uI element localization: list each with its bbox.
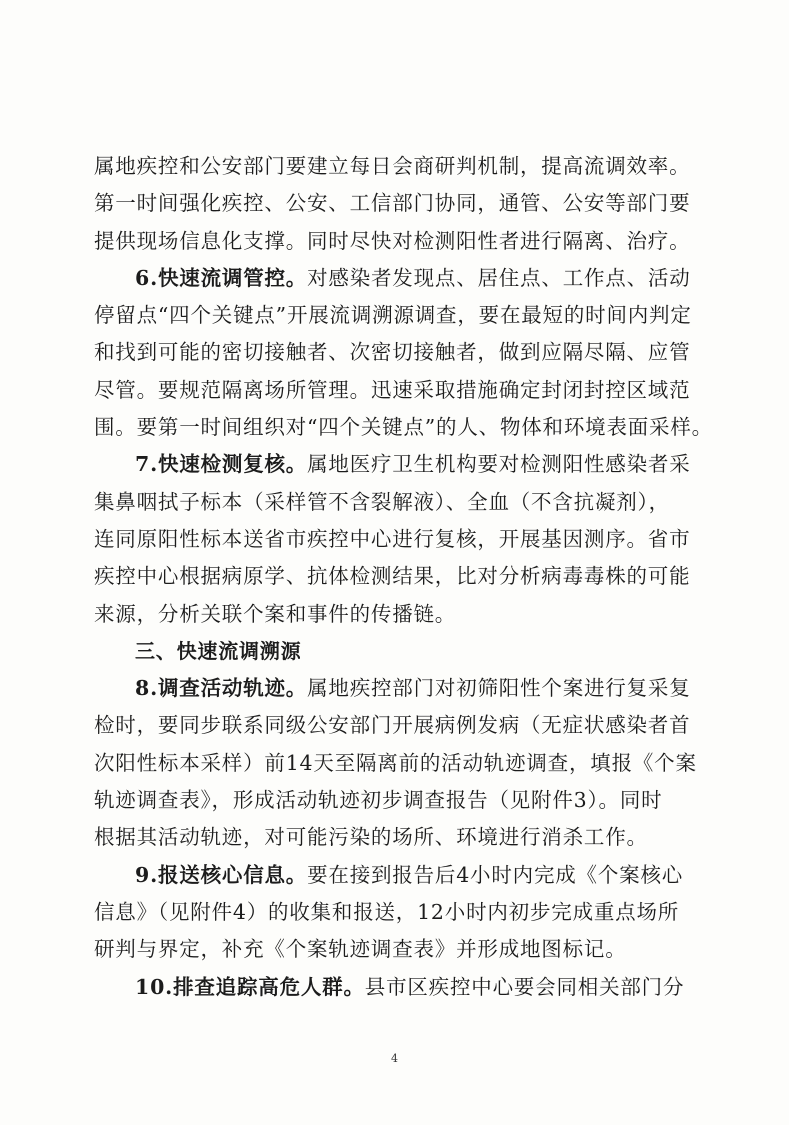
text-line xyxy=(94,596,694,633)
document-body xyxy=(94,148,713,1006)
line-text: 对感染者发现点、居住点、工作点、活动 xyxy=(307,265,691,290)
line-text: 检时，要同步联系同级公安部门开展病例发病（无症状感染者首 xyxy=(94,713,691,738)
line-text: 疾控中心根据病原学、抗体检测结果，比对分析病毒毒株的可能 xyxy=(94,564,691,589)
line-text: 轨迹调查表》，形成活动轨迹初步调查报告（见附件3）。同时 xyxy=(94,788,663,813)
page-number: 4 xyxy=(391,1052,398,1065)
text-line xyxy=(94,782,694,819)
line-text: 提供现场信息化支撑。同时尽快对检测阳性者进行隔离、治疗。 xyxy=(94,228,691,253)
line-text: 要在接到报告后4小时内完成《个案核心 xyxy=(307,862,684,887)
text-line xyxy=(94,223,694,260)
paragraph-lead: 7.快速检测复核。 xyxy=(135,452,308,477)
paragraph-lead: 8.调查活动轨迹。 xyxy=(135,676,308,701)
text-line xyxy=(94,260,694,297)
text-line xyxy=(94,670,694,707)
text-line xyxy=(94,409,713,446)
line-text: 根据其活动轨迹，对可能污染的场所、环境进行消杀工作。 xyxy=(94,825,648,850)
text-line xyxy=(94,372,694,409)
paragraph-lead: 6.快速流调管控。 xyxy=(135,265,308,290)
line-text: 连同原阳性标本送省市疾控中心进行复核，开展基因测序。省市 xyxy=(94,526,691,551)
text-line xyxy=(94,446,694,483)
text-line xyxy=(94,969,694,1006)
text-line xyxy=(94,297,694,334)
line-text: 围。要第一时间组织对“四个关键点”的人、物体和环境表面采样。 xyxy=(94,415,713,440)
text-line xyxy=(94,185,694,222)
line-text: 次阳性标本采样）前14天至隔离前的活动轨迹调查，填报《个案 xyxy=(94,750,697,775)
line-text: 研判与界定，补充《个案轨迹调查表》并形成地图标记。 xyxy=(94,937,627,962)
section-heading xyxy=(94,633,694,670)
line-text: 尽管。要规范隔离场所管理。迅速采取措施确定封闭封控区域范 xyxy=(94,377,691,402)
line-text: 三、快速流调溯源 xyxy=(135,638,302,663)
text-line xyxy=(94,521,694,558)
text-line xyxy=(94,707,694,744)
line-text: 和找到可能的密切接触者、次密切接触者，做到应隔尽隔、应管 xyxy=(94,340,691,365)
line-text: 信息》（见附件4）的收集和报送，12小时内初步完成重点场所 xyxy=(94,899,680,924)
paragraph-lead: 10.排查追踪高危人群。 xyxy=(135,974,365,999)
line-text: 属地疾控部门对初筛阳性个案进行复采复 xyxy=(307,676,691,701)
line-text: 来源，分析关联个案和事件的传播链。 xyxy=(94,601,457,626)
text-line xyxy=(94,558,694,595)
line-text: 第一时间强化疾控、公安、工信部门协同，通管、公安等部门要 xyxy=(94,191,691,216)
text-line xyxy=(94,148,694,185)
line-text: 停留点“四个关键点”开展流调溯源调查，要在最短的时间内判定 xyxy=(94,303,692,328)
text-line xyxy=(94,334,694,371)
text-line xyxy=(94,894,694,931)
line-text: 县市区疾控中心要会同相关部门分 xyxy=(364,974,685,999)
paragraph-lead: 9.报送核心信息。 xyxy=(135,862,308,887)
line-text: 属地疾控和公安部门要建立每日会商研判机制，提高流调效率。 xyxy=(94,154,691,178)
text-line xyxy=(94,931,694,968)
line-text: 属地医疗卫生机构要对检测阳性感染者采 xyxy=(307,452,691,477)
text-line xyxy=(94,857,694,894)
text-line xyxy=(94,819,694,856)
text-line xyxy=(94,745,697,782)
text-line xyxy=(94,484,694,521)
line-text: 集鼻咽拭子标本（采样管不含裂解液）、全血（不含抗凝剂）， xyxy=(94,489,670,514)
